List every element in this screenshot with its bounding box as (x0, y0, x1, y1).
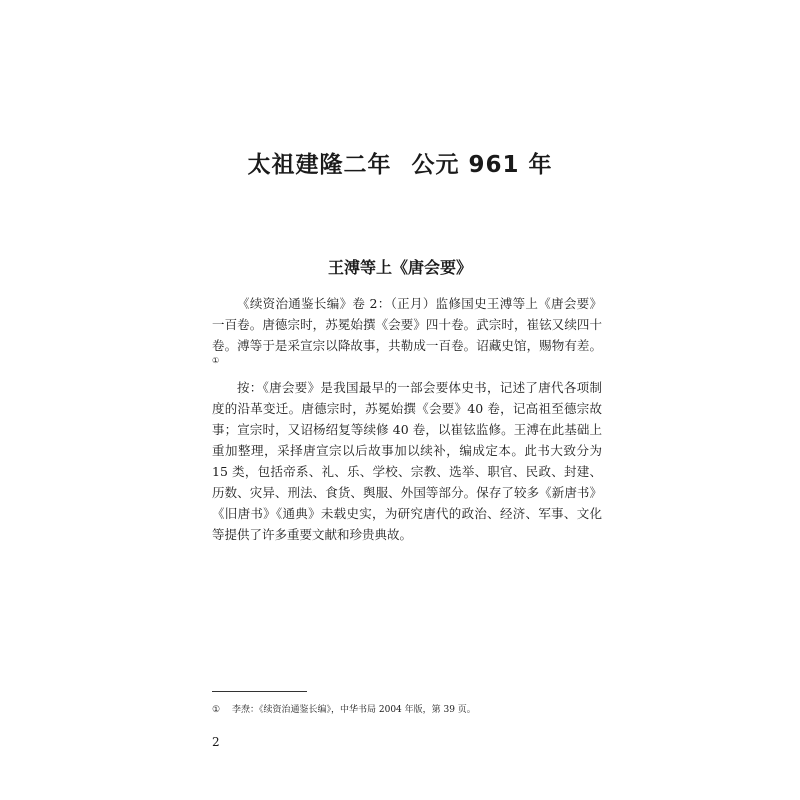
paragraph-commentary (212, 377, 602, 545)
footnote (212, 702, 476, 715)
chapter-title-reign: 太祖建隆二年 (247, 152, 392, 178)
chapter-title (0, 146, 800, 179)
footnote-reference: ① (212, 356, 220, 365)
paragraph-quote (212, 293, 602, 377)
page-number: 2 (212, 735, 220, 749)
body-text (212, 293, 602, 545)
section-title: 王溥等上《唐会要》 (327, 258, 472, 277)
footnote-divider (212, 691, 307, 692)
chapter-title-year: 公元 961 年 (411, 152, 553, 178)
footnote-text: 李焘：《续资治通鉴长编》，中华书局 2004 年版，第 39 页。 (232, 705, 476, 715)
paragraph-commentary-text: 按：《唐会要》是我国最早的一部会要体史书，记述了唐代各项制度的沿革变迁。唐德宗时，苏冕始撰《会要》40 卷，记高祖至德宗故事；宣宗时，又诏杨绍复等续修 40 卷，以崔铉监修。王溥在此基础上重加整理，采择唐宣宗以后故事加以续补，编成定本。此书大致分为 15 类，包括帝系、礼、乐、学校、宗教、选举、职官、民政、封建、历数、灾异、刑法、食货、舆服、外国等部分。保存了较多《新唐书》《旧唐书》《通典》未载史实，为研究唐代的政治、经济、军事、文化等提供了许多重要文献和珍贵典故。 (212, 380, 602, 542)
paragraph-quote-text: 《续资治通鉴长编》卷 2：（正月）监修国史王溥等上《唐会要》一百卷。唐德宗时，苏冕始撰《会要》四十卷。武宗时，崔铉又续四十卷。溥等于是采宣宗以降故事，共勒成一百卷。诏藏史馆，赐物有差。 (212, 296, 602, 353)
footnote-mark: ① (212, 705, 221, 715)
